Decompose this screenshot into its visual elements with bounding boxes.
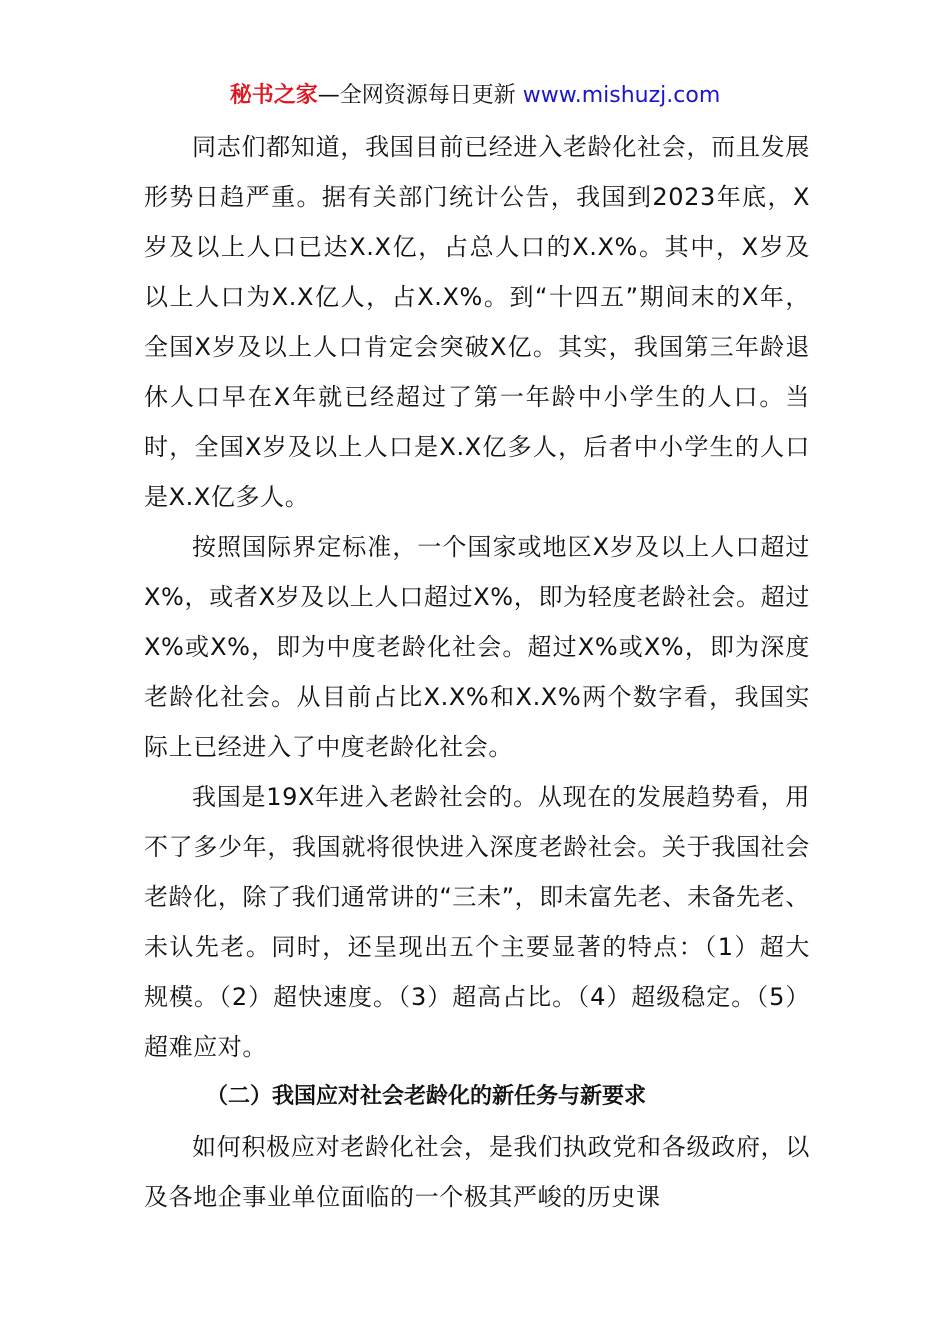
brand-name: 秘书之家 xyxy=(229,83,318,108)
document-body xyxy=(144,122,810,1222)
paragraph-aging-status: 同志们都知道，我国目前已经进入老龄化社会，而且发展形势日趋严重。据有关部门统计公告，我国到2023年底，X岁及以上人口已达X.X亿，占总人口的X.X%。其中，X岁及以上人口为X.X亿人，占X.X%。到“十四五”期间末的X年，全国X岁及以上人口肯定会突破X亿。其实，我国第三年龄退休人口早在X年就已经超过了第一年龄中小学生的人口。当时，全国X岁及以上人口是X.X亿多人，后者中小学生的人口是X.X亿多人。 xyxy=(144,133,810,511)
site-header xyxy=(0,80,950,112)
paragraph-aging-features: 我国是19X年进入老龄社会的。从现在的发展趋势看，用不了多少年，我国就将很快进入深度老龄社会。关于我国社会老龄化，除了我们通常讲的“三未”，即未富先老、未备先老、未认先老。同时，还呈现出五个主要显著的特点：（1）超大规模。（2）超快速度。（3）超高占比。（4）超级稳定。（5）超难应对。 xyxy=(144,783,810,1061)
paragraph-new-tasks: 如何积极应对老龄化社会，是我们执政党和各级政府，以及各地企事业单位面临的一个极其严峻的历史课 xyxy=(144,1133,810,1211)
section-heading: （二）我国应对社会老龄化的新任务与新要求 xyxy=(206,1084,647,1109)
paragraph-international-standard: 按照国际界定标准，一个国家或地区X岁及以上人口超过X%，或者X岁及以上人口超过X%，即为轻度老龄社会。超过X%或X%，即为中度老龄化社会。超过X%或X%，即为深度老龄化社会。从目前占比X.X%和X.X%两个数字看，我国实际上已经进入了中度老龄化社会。 xyxy=(144,533,810,761)
header-tagline: —全网资源每日更新 xyxy=(317,83,523,108)
site-url-link[interactable]: www.mishuzj.com xyxy=(522,83,721,108)
